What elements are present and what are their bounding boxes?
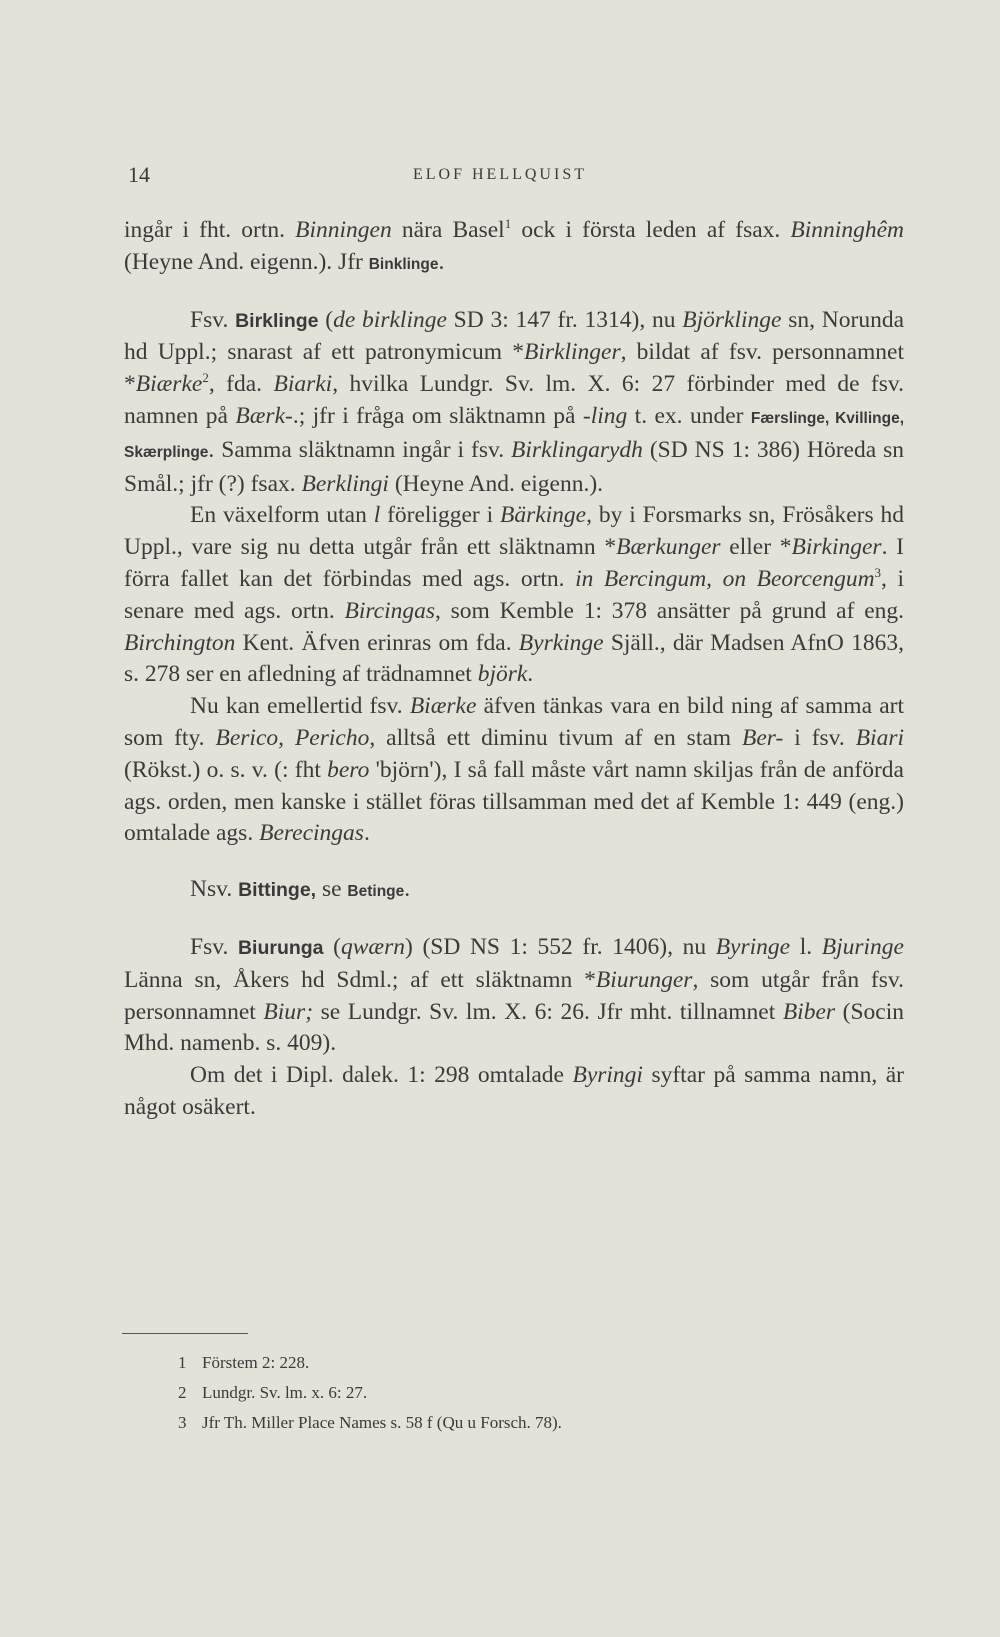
text-run: (Heyne And. eigenn.).	[388, 470, 604, 497]
text-run: , som Kemble 1: 378 ansätter på grund af eng.	[435, 597, 905, 624]
text-run: Biari	[855, 724, 905, 751]
text-run: sn, Norunda hd Uppl.; snarast af ett patronymicum *	[124, 306, 904, 366]
text-run: Byringi	[572, 1062, 643, 1089]
text-run: En växelform utan	[190, 502, 374, 529]
page-header	[0, 162, 1000, 192]
text-run: Bærk-	[235, 402, 293, 429]
text-run: .	[527, 661, 534, 688]
text-run: . Samma släktnamn ingår i fsv.	[208, 436, 512, 463]
text-run: Birkinger	[791, 534, 882, 561]
text-run: Binningen	[295, 217, 392, 243]
text-run: (SD NS 1: 386) Höreda sn Smål.; jfr (?) fsax.	[124, 436, 904, 497]
text-run: , fda.	[208, 371, 274, 398]
text-run: Bærkunger	[616, 534, 721, 561]
text-run: .	[363, 820, 370, 847]
text-run: Själl., där Madsen AfnO 1863, s. 278 ser en afledning af trädnamnet	[124, 629, 904, 688]
entry-headword: Birklinge	[235, 309, 319, 332]
footnote-ref: 1	[504, 216, 512, 232]
text-run: Biarki	[273, 371, 333, 398]
text-run: ock i första leden af fsax.	[511, 217, 791, 243]
text-run: Berico, Pericho	[215, 724, 370, 751]
text-run: Biber	[782, 998, 836, 1025]
text-run: Binninghêm	[790, 217, 904, 243]
footnote-text: Förstem 2: 228.	[202, 1353, 310, 1372]
text-run: i fsv.	[783, 724, 856, 751]
text-run: Biærke	[135, 371, 203, 398]
entry-headword: Bittinge,	[238, 879, 317, 902]
text-run: Fsv.	[190, 933, 238, 960]
text-run: Berecingas	[259, 820, 364, 847]
footnote-number: 2	[178, 1383, 187, 1402]
text-run: . I förra fallet kan det förbindas med ags. ortn.	[124, 534, 904, 592]
text-run: -ling	[582, 402, 628, 429]
text-run: Bjuringe	[821, 933, 904, 960]
footnote	[178, 1383, 898, 1403]
paragraph	[124, 691, 904, 850]
footnote-ref: 3	[874, 565, 882, 581]
text-run: eller *	[720, 534, 792, 561]
page-number: 14	[128, 162, 150, 187]
text-run: , i senare med ags. ortn.	[124, 565, 904, 624]
footnote-text: Jfr Th. Miller Place Names s. 58 f (Qu u Forsch. 78).	[202, 1413, 562, 1432]
text-run: Biur;	[263, 998, 314, 1025]
entry-headword: Biurunga	[237, 936, 324, 959]
text-run: se Lundgr. Sv. lm. X. 6: 26. Jfr mht. tillnamnet	[313, 998, 783, 1025]
text-run: Ber-	[742, 724, 784, 751]
text-run: nära Basel	[391, 217, 505, 243]
text-run: l.	[790, 933, 822, 960]
text-run: .; jfr i fråga om släktnamn på	[292, 402, 583, 429]
text-run: .	[438, 248, 445, 275]
paragraph	[124, 500, 904, 691]
text-run: Kent. Äfven erinras om fda.	[235, 629, 519, 656]
cross-reference: Betinge	[347, 883, 405, 901]
text-run: SD 3: 147 fr. 1314), nu	[446, 306, 683, 333]
text-run: se	[316, 876, 348, 903]
text-run: Biærke	[409, 693, 477, 720]
text-run: l	[373, 502, 381, 529]
text-run: (Socin Mhd. namenb. s. 409).	[124, 998, 905, 1057]
footnote	[178, 1413, 898, 1433]
text-run: äfven tänkas vara en bild ning af samma art som fty.	[124, 693, 905, 751]
text-run: (Rökst.) o. s. v. (: fht	[124, 756, 328, 783]
text-run: Birklingarydh	[511, 436, 643, 463]
text-run: qwærn	[341, 933, 405, 960]
text-run: , alltså ett diminu tivum af en stam	[369, 724, 742, 751]
text-run: Om det i Dipl. dalek. 1: 298 omtalade	[190, 1062, 573, 1089]
paragraph	[124, 874, 904, 908]
text-run: Birchington	[124, 629, 236, 656]
text-run: björk	[477, 661, 528, 688]
text-run: bero	[327, 756, 370, 783]
paragraph	[124, 305, 904, 501]
text-run: 'björn'), I så fall måste vårt namn skiljas från de anförda ags. orden, men kanske i stället föras tillsamman med det af Kemble 1: 449 (eng.) omtalade ags.	[124, 756, 904, 847]
paragraph	[124, 1060, 904, 1124]
text-run: Bircingas	[344, 597, 435, 624]
text-run: (Heyne And. eigenn.). Jfr	[124, 248, 369, 275]
text-run: .	[404, 876, 411, 903]
cross-reference: Færslinge, Kvillinge, Skærplinge	[124, 409, 904, 461]
text-run: (	[318, 306, 334, 333]
text-run: t. ex. under	[627, 402, 751, 429]
text-run: Bärkinge	[499, 502, 587, 529]
text-run: Nu kan emellertid fsv.	[190, 693, 410, 720]
text-run: in Bercingum, on Beorcengum	[575, 565, 875, 592]
footnote-text: Lundgr. Sv. lm. x. 6: 27.	[202, 1383, 368, 1402]
text-run: Byrkinge	[518, 629, 604, 656]
text-run: de birklinge	[333, 306, 447, 333]
text-run: Byringe	[715, 933, 791, 960]
text-run: ) (SD NS 1: 552 fr. 1406), nu	[405, 933, 716, 960]
footnote-number: 3	[178, 1413, 187, 1432]
footnote-number: 1	[178, 1353, 187, 1372]
paragraph	[124, 932, 904, 1060]
text-run: föreligger i	[380, 502, 500, 529]
main-text	[124, 215, 904, 1124]
text-run: Länna sn, Åkers hd Sdml.; af ett släktnamn *	[124, 966, 596, 993]
footnote-ref: 2	[202, 370, 209, 386]
cross-reference: Binklinge	[368, 255, 439, 273]
text-run: (	[323, 933, 341, 960]
paragraph	[124, 215, 904, 281]
running-head: ELOF HELLQUIST	[413, 166, 587, 183]
text-run: Biurunger	[595, 966, 693, 993]
text-run: Björklinge	[682, 306, 782, 333]
text-run: Fsv.	[190, 306, 236, 333]
text-run: , by i Forsmarks sn, Frösåkers hd Uppl., vare sig nu detta utgår från ett släktnamn *	[124, 502, 904, 561]
text-run: , bildat af fsv. personnamnet *	[124, 339, 904, 398]
text-run: syftar på samma namn, är något osäkert.	[124, 1062, 904, 1120]
text-run: , som utgår från fsv. personnamnet	[124, 966, 904, 1025]
footnote	[178, 1353, 898, 1373]
footnote-rule	[122, 1333, 248, 1334]
text-run: Berklingi	[301, 470, 389, 497]
text-run: Birklinger	[524, 339, 621, 366]
text-run: ingår i fht. ortn.	[124, 217, 296, 243]
text-run: , hvilka Lundgr. Sv. lm. X. 6: 27 förbinder med de fsv. namnen på	[124, 371, 904, 429]
text-run: Nsv.	[190, 876, 239, 903]
